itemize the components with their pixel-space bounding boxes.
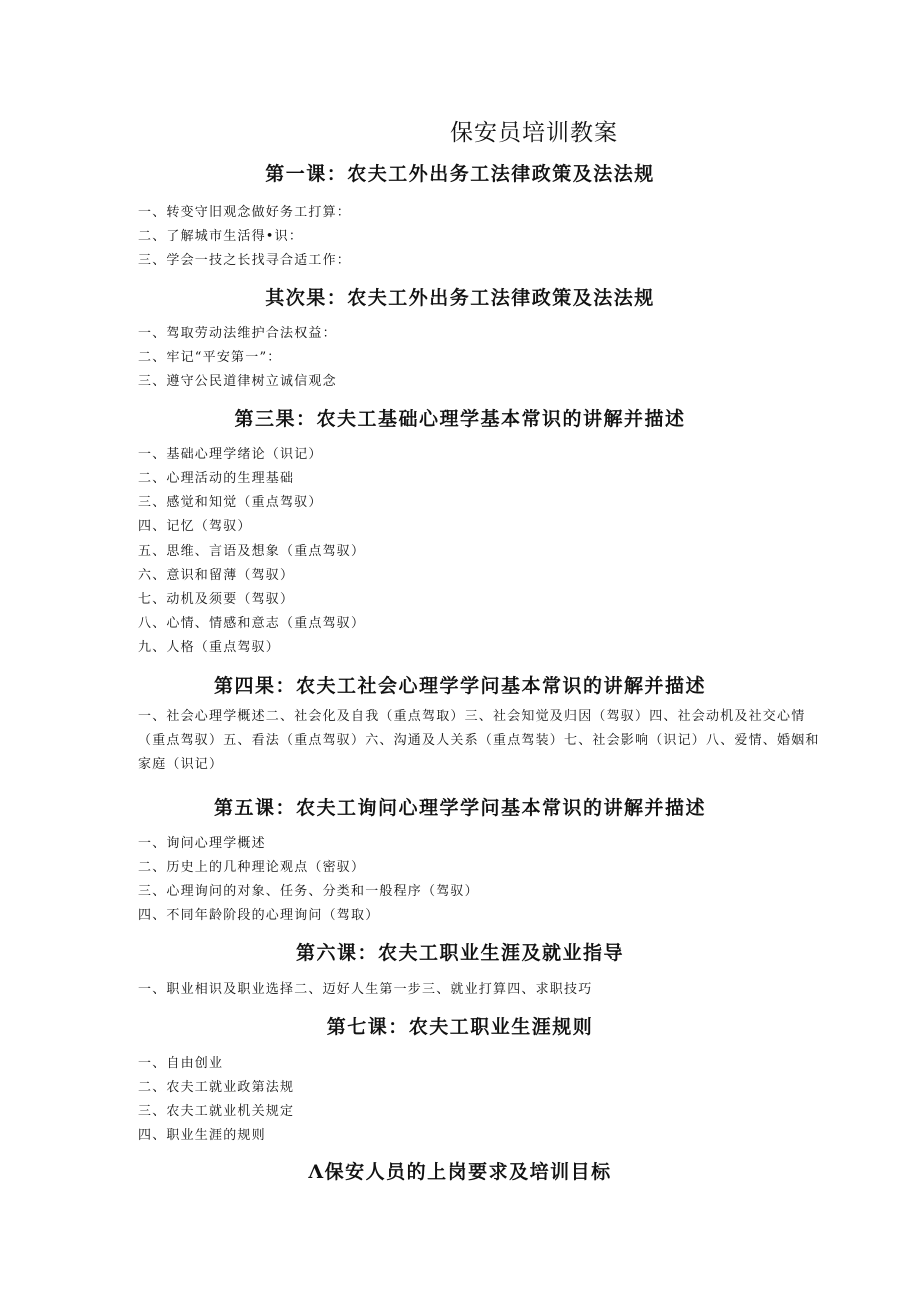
lesson-3-item: 八、心情、情感和意志（重点驾驭） [138,616,366,631]
lesson-3-item: 一、基础心理学绪论（识记） [138,447,323,462]
lesson-7-heading: 第七课：农夫工职业生涯规则 [326,1016,594,1038]
lesson-1-item: 二、了解城市生活得•识： [138,229,304,244]
lesson-6-heading: 第六课：农夫工职业生涯及就业指导 [295,942,624,964]
lesson-3-item: 七、动机及须要（驾驭） [138,592,295,607]
lesson-2-item: 二、牢记“平安第一”： [138,350,282,365]
lesson-3-item: 三、感觉和知觉（重点驾驭） [138,495,323,510]
lesson-7-item: 三、农夫工就业机关规定 [138,1104,295,1119]
document-title: 保安员培训教案 [450,120,618,146]
lesson-5-item: 一、询问心理学概述 [138,836,266,851]
lesson-2-item: 三、遵守公民道律树立诚信观念 [138,374,337,389]
training-goals-heading: Λ保安人员的上岗要求及培训目标 [308,1161,612,1183]
lesson-1-heading: 第一课：农夫工外出务工法律政策及法法规 [265,163,655,185]
lesson-3-item: 九、人格（重点驾驭） [138,640,281,655]
lesson-4-heading: 第四果：农夫工社会心理学学问基本常识的讲解并描述 [213,675,706,697]
lesson-5-item: 三、心理询问的对象、任务、分类和一般程序（驾驭） [138,884,479,899]
lesson-2-item: 一、驾取劳动法维护合法权益： [138,326,337,341]
lesson-1-item: 一、转变守旧观念做好务工打算： [138,205,352,220]
lesson-2-heading: 其次果：农夫工外出务工法律政策及法法规 [265,287,655,309]
lesson-7-item: 四、职业生涯的规则 [138,1128,266,1143]
lesson-5-item: 四、不同年龄阶段的心理询问（驾取） [138,908,380,923]
lesson-1-item: 三、学会一技之长找寻合适工作： [138,253,352,268]
lesson-3-item: 六、意识和留薄（驾驭） [138,568,295,583]
lesson-7-item: 一、自由创业 [138,1056,224,1071]
lesson-3-item: 四、记忆（驾驭） [138,519,252,534]
lesson-3-heading: 第三果：农夫工基础心理学基本常识的讲解并描述 [234,408,686,430]
lesson-3-item: 五、思维、言语及想象（重点驾驭） [138,544,366,559]
lesson-4-paragraph: 一、社会心理学概述二、社会化及自我（重点驾取）三、社会知觉及归因（驾驭）四、社会动机及社交心情（重点驾驭）五、看法（重点驾驭）六、沟通及人关系（重点驾装）七、社会影响（识记）八、爱情、婚姻和家庭（识记） [138,709,820,772]
lesson-3-item: 二、心理活动的生理基础 [138,471,295,486]
lesson-5-heading: 第五课：农夫工询问心理学学问基本常识的讲解并描述 [213,797,706,819]
lesson-7-item: 二、农夫工就业政第法规 [138,1080,295,1095]
lesson-6-paragraph: 一、职业相识及职业选择二、迈好人生第一步三、就业打算四、求职技巧 [138,982,593,997]
lesson-5-item: 二、历史上的几种理论观点（密驭） [138,860,366,875]
